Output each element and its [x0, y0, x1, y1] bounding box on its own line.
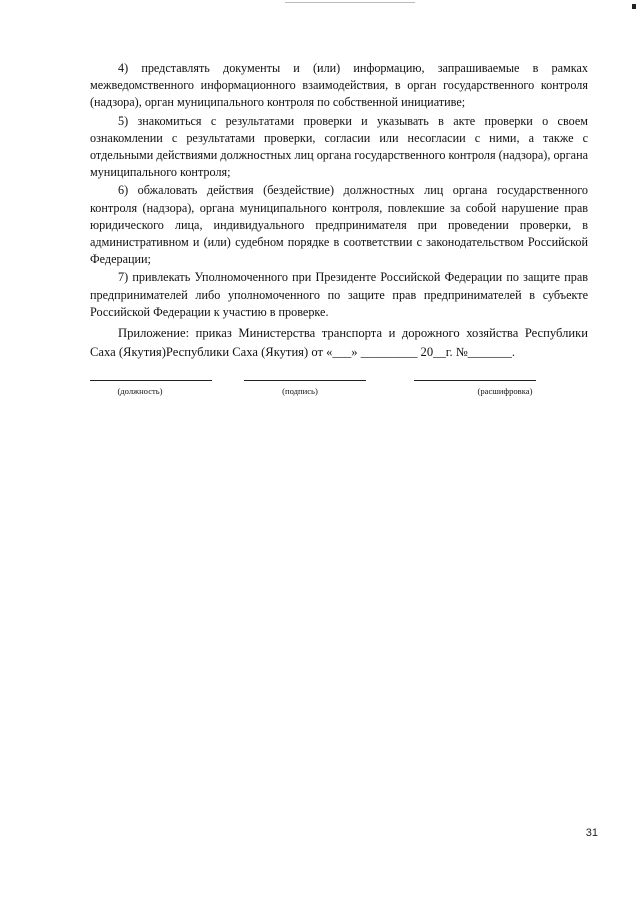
decoding-caption: (расшифровка) [477, 386, 533, 396]
scan-artifact-line [285, 2, 415, 3]
paragraph-item-4: 4) представлять документы и (или) информацию, запрашиваемые в рамках межведомственного информационного взаимодействия, в орган государственного контроля (надзора), орган муниципального контроля по собственной инициативе; [90, 61, 588, 110]
signature-line [244, 380, 366, 381]
position-caption: (должность) [117, 386, 163, 396]
paragraph-item-7: 7) привлекать Уполномоченного при Президенте Российской Федерации по защите прав предпринимателей либо уполномоченного по защите прав предпринимателей в субъекте Российской Федерации к участию в проверке. [90, 270, 588, 319]
page-number: 31 [585, 827, 598, 839]
document-body [90, 60, 588, 362]
paragraph-item-6: 6) обжаловать действия (бездействие) должностных лиц органа государственного контроля (надзора), органа муниципального контроля, повлекшие за собой нарушение прав юридического лица, индивидуального предпринимателя при проведении проверки, в административном и (или) судебном порядке в соответствии с законодательством Российской Федерации; [90, 183, 588, 267]
decoding-signature-line [414, 380, 536, 381]
signature-caption: (подпись) [282, 386, 318, 396]
paragraph-item-5: 5) знакомиться с результатами проверки и указывать в акте проверки о своем ознакомлении с результатами проверки, согласии или несогласии с ними, а также с отдельными действиями должностных лиц органа государственного контроля (надзора), органа муниципального контроля; [90, 113, 588, 180]
position-signature-line [90, 380, 212, 381]
appendix-paragraph: Приложение: приказ Министерства транспорта и дорожного хозяйства Республики Саха (Якутия)Республики Саха (Якутия) от «___» _________ 20__г. №_______. [90, 326, 588, 359]
scan-corner-mark [632, 4, 636, 9]
